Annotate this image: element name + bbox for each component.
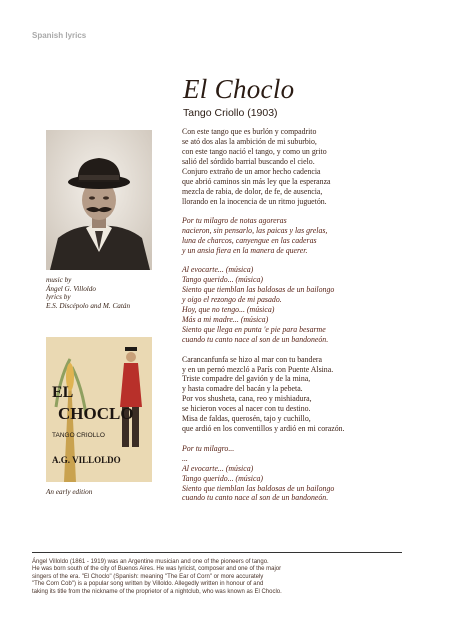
lyric-line: Al evocarte... (música): [182, 265, 254, 275]
footnote-line: singers of the era. "El Choclo" (Spanish: meaning "The Ear of Corn" or more accurately: [32, 573, 264, 580]
lyric-line: salió del sórdido barrial buscando el cielo.: [182, 156, 315, 166]
lyric-line: Siento que tiemblan las baldosas de un bailongo: [182, 483, 335, 493]
lyric-line: con este tango nació el tango, y como un grito: [182, 146, 327, 156]
lyric-line: Por tu milagro de notas agoreras: [182, 216, 287, 226]
lyric-line: se hicieron voces al nacer con tu destino.: [182, 404, 311, 414]
lyrics-chorus: [182, 265, 432, 345]
lyric-line: y hasta comadre del bacán y la pebeta.: [182, 384, 303, 394]
lyric-line: Triste compadre del gavión y de la mina,: [182, 374, 311, 384]
lyric-line: Conjuro extraño de un amor hecho cadencia: [182, 166, 321, 176]
footnote-divider: [32, 552, 402, 553]
song-subtitle: Tango Criollo (1903): [183, 107, 278, 119]
lyric-line: Siento que tiemblan las baldosas de un bailongo: [182, 285, 335, 295]
lyrics-verse: [182, 127, 432, 207]
lyric-line: cuando tu canto nace al son de un bandoneón.: [182, 493, 329, 503]
lyric-line: Más a mi madre... (música): [182, 315, 269, 325]
lyrics-chorus: [182, 444, 432, 504]
credit-line: E.S. Discépolo and M. Catán: [46, 301, 131, 310]
cover-art-text: TANGO CRIOLLO: [52, 432, 105, 439]
lyric-line: Hoy, que no tengo... (música): [182, 305, 275, 315]
portrait-photo: [46, 130, 152, 270]
lyric-line: Por vos shusheta, cana, reo y mishiadura,: [182, 394, 312, 404]
lyric-line: luna de charcos, canyengue en las caderas: [182, 236, 317, 246]
footnote-line: Ángel Villoldo (1861 - 1919) was an Argentine musician and one of the pioneers of tango.: [32, 559, 269, 565]
lyrics-chorus: [182, 216, 432, 256]
credit-line: Ángel G. Villoldo: [46, 284, 96, 293]
credit-line: music by: [46, 276, 72, 284]
lyric-line: Carancanfunfa se hizo al mar con tu bandera: [182, 354, 323, 364]
footnote-line: He was born south of the city of Buenos Aires. He was lyricist, composer and one of the major: [32, 566, 282, 573]
footnote-line: taking its title from the nickname of the proprietor of a nightclub, who was known as El Choclo.: [32, 588, 282, 595]
lyric-line: Tango querido... (música): [182, 275, 263, 285]
lyric-line: y en un pernó mezcló a París con Puente Alsina.: [182, 364, 334, 374]
lyric-line: Tango querido... (música): [182, 473, 263, 483]
lyric-line: mezcla de rabia, de dolor, de fe, de ausencia,: [182, 186, 323, 196]
section-label: Spanish lyrics: [32, 31, 87, 40]
lyric-line: Por tu milagro...: [182, 443, 235, 453]
lyric-line: Misa de faldas, querosén, tajo y cuchillo,: [182, 414, 311, 424]
lyric-line: nacieron, sin pensarlo, las paicas y las grelas,: [182, 226, 328, 236]
lyrics-verse: [182, 355, 432, 435]
lyric-line: Al evocarte... (música): [182, 463, 254, 473]
lyric-line: cuando tu canto nace al son de un bandoneón.: [182, 335, 329, 345]
lyric-line: que abrió caminos sin más ley que la esperanza: [182, 176, 331, 186]
song-title: El Choclo: [183, 74, 295, 104]
music-credits: [46, 276, 130, 310]
footnote-line: "The Corn Cob") is a popular song written by Villoldo. Allegedly written in honour of and: [32, 581, 264, 588]
cover-art-text: EL: [52, 384, 74, 401]
lyric-line: y oigo el rezongo de mi pasado.: [182, 295, 282, 305]
lyric-line: que ardió en los conventillos y ardió en mi corazón.: [182, 424, 345, 434]
lyrics: [182, 127, 432, 513]
cover-caption: An early edition: [46, 488, 93, 496]
lyric-line: llorando en la inocencia de un ritmo juguetón.: [182, 196, 327, 206]
sheet-music-cover: [46, 337, 152, 482]
lyric-line: se ató dos alas la ambición de mi suburbio,: [182, 136, 317, 146]
lyric-line: Siento que llega en punta 'e pie para besarme: [182, 325, 326, 335]
lyric-line: y un ansia fiera en la manera de querer.: [182, 245, 308, 255]
cover-art-text: A.G. VILLOLDO: [52, 455, 121, 465]
lyric-line: Con este tango que es burlón y compadrito: [182, 127, 317, 136]
cover-art-text: CHOCLO: [58, 404, 134, 423]
footnote: [32, 559, 412, 596]
credit-line: lyrics by: [46, 293, 71, 302]
lyric-line: ...: [182, 453, 188, 463]
